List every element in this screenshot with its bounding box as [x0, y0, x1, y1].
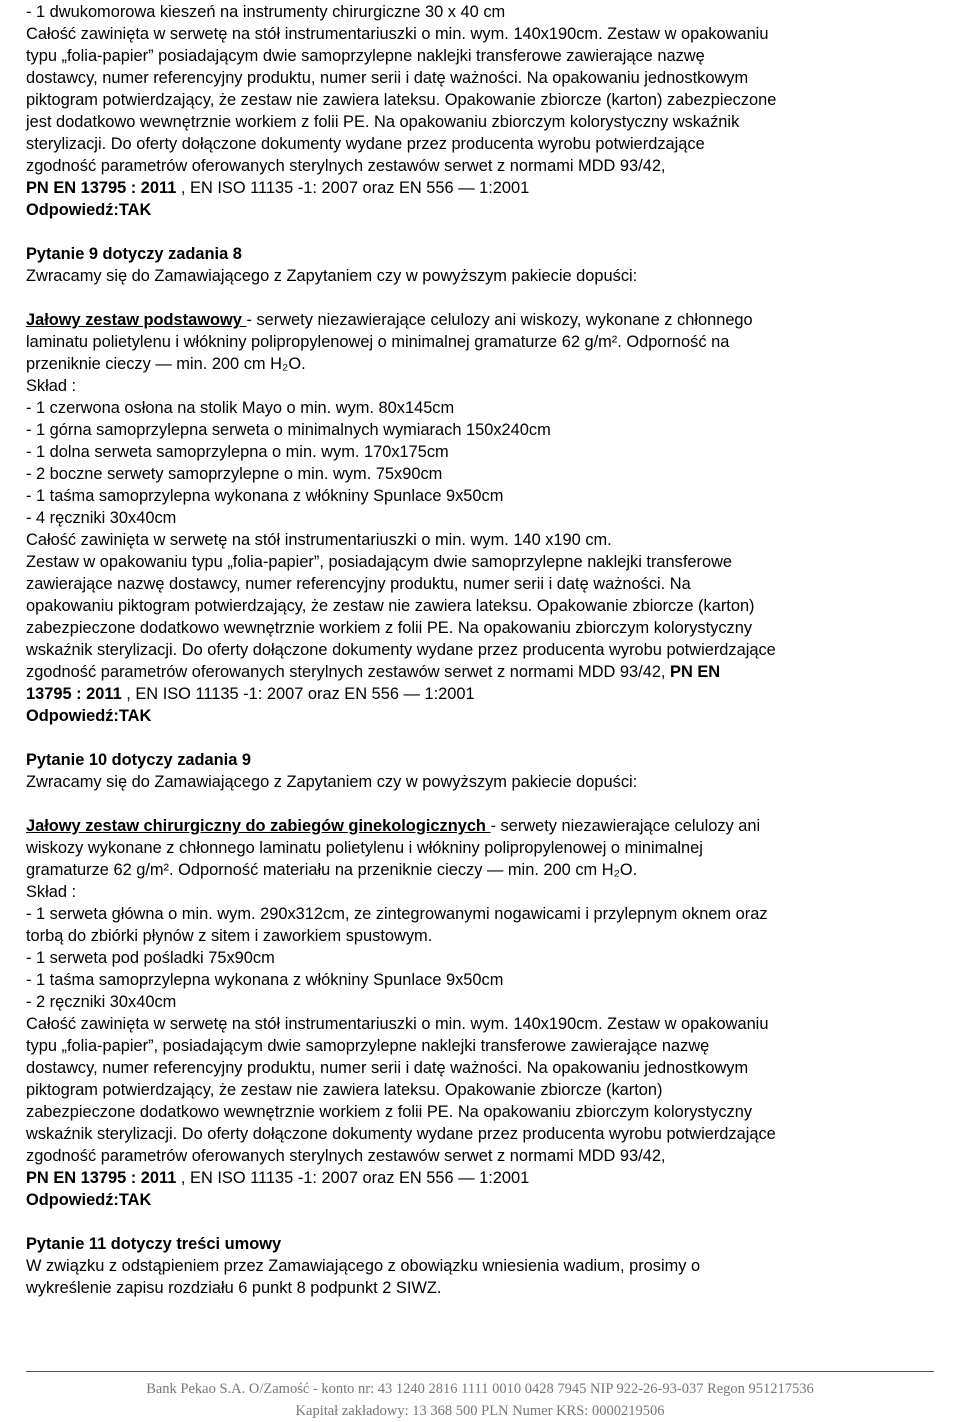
text-line: [26, 991, 176, 1013]
text-line: [26, 353, 306, 375]
text-line: [26, 617, 752, 639]
footer-divider: [26, 1371, 934, 1372]
text-segment: dostawcy, numer referencyjny produktu, numer serii i datę ważności. Na opakowaniu jednostkowym: [26, 1059, 749, 1077]
text-segment: - 4 ręczniki 30x40cm: [26, 509, 177, 527]
text-segment: - serwety niezawierające celulozy ani: [490, 817, 761, 835]
text-line: [26, 837, 703, 859]
text-segment: , EN ISO 11135 -1: 2007 oraz EN 556 ― 1:2001: [176, 179, 530, 197]
text-segment: piktogram potwierdzający, że zestaw nie zawiera lateksu. Opakowanie zbiorcze (karton) zabezpieczone: [26, 91, 777, 109]
text-segment: typu „folia-papier”, posiadającym dwie samoprzylepne naklejki transferowe zawierające nazwę: [26, 1037, 710, 1055]
text-segment: piktogram potwierdzający, że zestaw nie zawiera lateksu. Opakowanie zbiorcze (karton): [26, 1081, 663, 1099]
text-segment: Zestaw w opakowaniu typu „folia-papier”, posiadającym dwie samoprzylepne naklejki transferowe: [26, 553, 733, 571]
text-line: [26, 683, 475, 705]
text-line: [26, 903, 768, 925]
text-line: [26, 969, 503, 991]
text-segment: Zwracamy się do Zamawiającego z Zapytaniem czy w powyższym pakiecie dopuści:: [26, 773, 638, 791]
text-line: [26, 815, 760, 837]
text-line: [26, 507, 176, 529]
text-line: [26, 595, 755, 617]
text-segment: - 1 czerwona osłona na stolik Mayo o min. wym. 80x145cm: [26, 399, 455, 417]
text-line: [26, 89, 776, 111]
text-segment: 13795 : 2011: [26, 685, 122, 703]
text-line: [26, 1, 505, 23]
footer-capital-line: Kapitał zakładowy: 13 368 500 PLN Numer KRS: 0000219506: [295, 1403, 665, 1419]
text-line: [26, 1101, 752, 1123]
text-segment: wskaźnik sterylizacji. Do oferty dołączone dokumenty wydane przez producenta wyrobu potwierdzające: [26, 1125, 776, 1143]
text-line: [26, 1167, 529, 1189]
text-line: [26, 331, 729, 353]
text-line: [26, 573, 691, 595]
text-segment: - 1 serweta główna o min. wym. 290x312cm, ze zintegrowanymi nogawicami i przylepnym oknem oraz: [26, 905, 768, 923]
text-segment: zabezpieczone dodatkowo wewnętrznie workiem z folii PE. Na opakowaniu zbiorczym kolorystyczny: [26, 1103, 753, 1121]
text-segment: Skład :: [26, 883, 77, 901]
text-line: [26, 771, 637, 793]
text-segment: Jałowy zestaw chirurgiczny do zabiegów ginekologicznych: [26, 817, 491, 835]
text-line: [26, 1013, 768, 1035]
text-line: [26, 155, 666, 177]
text-segment: - 1 serweta pod pośladki 75x90cm: [26, 949, 275, 967]
text-line: [26, 529, 612, 551]
text-line: [26, 661, 720, 683]
text-line: [26, 1189, 151, 1211]
text-line: [26, 485, 503, 507]
text-segment: zabezpieczone dodatkowo wewnętrznie workiem z folii PE. Na opakowaniu zbiorczym kolorystyczny: [26, 619, 753, 637]
text-line: [26, 111, 739, 133]
text-line: [26, 1079, 662, 1101]
text-line: [26, 881, 76, 903]
text-segment: - 1 górna samoprzylepna serweta o minimalnych wymiarach 150x240cm: [26, 421, 551, 439]
text-line: [26, 265, 637, 287]
text-line: [26, 463, 442, 485]
text-line: [26, 1035, 709, 1057]
text-segment: PN EN: [670, 663, 721, 681]
text-line: [26, 45, 705, 67]
text-line: [26, 1057, 748, 1079]
text-line: [26, 199, 151, 221]
text-segment: zgodność parametrów oferowanych sterylnych zestawów serwet z normami MDD 93/42,: [26, 157, 666, 175]
text-line: [26, 309, 753, 331]
text-segment: Całość zawinięta w serwetę na stół instrumentariuszki o min. wym. 140 x190 cm.: [26, 531, 612, 549]
text-segment: opakowaniu piktogram potwierdzający, że zestaw nie zawiera lateksu. Opakowanie zbiorcze (karton): [26, 597, 755, 615]
text-line: [26, 441, 449, 463]
text-segment: - 2 ręczniki 30x40cm: [26, 993, 177, 1011]
text-segment: - 1 dwukomorowa kieszeń na instrumenty chirurgiczne 30 x 40 cm: [26, 3, 506, 21]
text-segment: sterylizacji. Do oferty dołączone dokumenty wydane przez producenta wyrobu potwierdzające: [26, 135, 705, 153]
text-segment: laminatu polietylenu i włókniny polipropylenowej o minimalnej gramaturze 62 g/m². Odporność na: [26, 333, 730, 351]
text-line: [26, 859, 637, 881]
text-line: [26, 551, 732, 573]
text-segment: Pytanie 9 dotyczy zadania 8: [26, 245, 242, 263]
text-segment: gramaturze 62 g/m². Odporność materiału na przeniknie cieczy ― min. 200 cm H₂O.: [26, 861, 638, 879]
text-segment: Całość zawinięta w serwetę na stół instrumentariuszki o min. wym. 140x190cm. Zestaw w opakowaniu: [26, 1015, 769, 1033]
text-segment: - 1 taśma samoprzylepna wykonana z włókniny Spunlace 9x50cm: [26, 971, 504, 989]
text-line: [26, 67, 748, 89]
text-segment: Zwracamy się do Zamawiającego z Zapytaniem czy w powyższym pakiecie dopuści:: [26, 267, 638, 285]
text-line: [26, 925, 432, 947]
text-segment: Pytanie 10 dotyczy zadania 9: [26, 751, 252, 769]
text-line: [26, 419, 551, 441]
text-segment: torbą do zbiórki płynów z sitem i zaworkiem spustowym.: [26, 927, 433, 945]
text-segment: zawierające nazwę dostawcy, numer referencyjny produktu, numer serii i datę ważności. Na: [26, 575, 691, 593]
text-line: [26, 1145, 666, 1167]
footer-bank-line: Bank Pekao S.A. O/Zamość - konto nr: 43 1240 2816 1111 0010 0428 7945 NIP 922-26-93-037 Regon 951217536: [146, 1381, 814, 1397]
text-segment: typu „folia-papier” posiadającym dwie samoprzylepne naklejki transferowe zawierające nazwę: [26, 47, 705, 65]
text-line: [26, 1123, 776, 1145]
text-segment: wiskozy wykonane z chłonnego laminatu polietylenu i włókniny polipropylenowej o minimalnej: [26, 839, 703, 857]
text-segment: dostawcy, numer referencyjny produktu, numer serii i datę ważności. Na opakowaniu jednostkowym: [26, 69, 749, 87]
text-line: [26, 397, 454, 419]
text-segment: , EN ISO 11135 -1: 2007 oraz EN 556 ― 1:2001: [121, 685, 475, 703]
text-segment: - 1 dolna serweta samoprzylepna o min. wym. 170x175cm: [26, 443, 449, 461]
text-segment: Pytanie 11 dotyczy treści umowy: [26, 1235, 282, 1253]
text-line: [26, 1277, 441, 1299]
text-segment: PN EN 13795 : 2011: [26, 1169, 177, 1187]
text-segment: Odpowiedź:TAK: [26, 201, 152, 219]
text-line: [26, 375, 76, 397]
text-segment: Całość zawinięta w serwetę na stół instrumentariuszki o min. wym. 140x190cm. Zestaw w opakowaniu: [26, 25, 769, 43]
text-segment: W związku z odstąpieniem przez Zamawiającego z obowiązku wniesienia wadium, prosimy o: [26, 1257, 701, 1275]
text-line: [26, 947, 275, 969]
text-segment: wskaźnik sterylizacji. Do oferty dołączone dokumenty wydane przez producenta wyrobu potwierdzające: [26, 641, 776, 659]
text-segment: Skład :: [26, 377, 77, 395]
text-segment: - serwety niezawierające celulozy ani wiskozy, wykonane z chłonnego: [246, 311, 753, 329]
text-line: [26, 705, 151, 727]
text-segment: Jałowy zestaw podstawowy: [26, 311, 247, 329]
text-segment: zgodność parametrów oferowanych sterylnych zestawów serwet z normami MDD 93/42,: [26, 1147, 666, 1165]
text-line: [26, 639, 776, 661]
text-line: [26, 243, 242, 265]
text-line: [26, 133, 705, 155]
text-segment: zgodność parametrów oferowanych sterylnych zestawów serwet z normami MDD 93/42,: [26, 663, 671, 681]
text-line: [26, 177, 529, 199]
text-line: [26, 749, 251, 771]
text-segment: PN EN 13795 : 2011: [26, 179, 177, 197]
text-segment: Odpowiedź:TAK: [26, 1191, 152, 1209]
text-segment: - 1 taśma samoprzylepna wykonana z włókniny Spunlace 9x50cm: [26, 487, 504, 505]
text-segment: wykreślenie zapisu rozdziału 6 punkt 8 podpunkt 2 SIWZ.: [26, 1279, 442, 1297]
text-line: [26, 1255, 700, 1277]
text-segment: - 2 boczne serwety samoprzylepne o min. wym. 75x90cm: [26, 465, 443, 483]
text-segment: , EN ISO 11135 -1: 2007 oraz EN 556 ― 1:2001: [176, 1169, 530, 1187]
text-line: [26, 23, 768, 45]
text-segment: Odpowiedź:TAK: [26, 707, 152, 725]
text-segment: jest dodatkowo wewnętrznie workiem z folii PE. Na opakowaniu zbiorczym kolorystyczny wskaźnik: [26, 113, 740, 131]
text-segment: przeniknie cieczy ― min. 200 cm H₂O.: [26, 355, 306, 373]
text-line: [26, 1233, 281, 1255]
